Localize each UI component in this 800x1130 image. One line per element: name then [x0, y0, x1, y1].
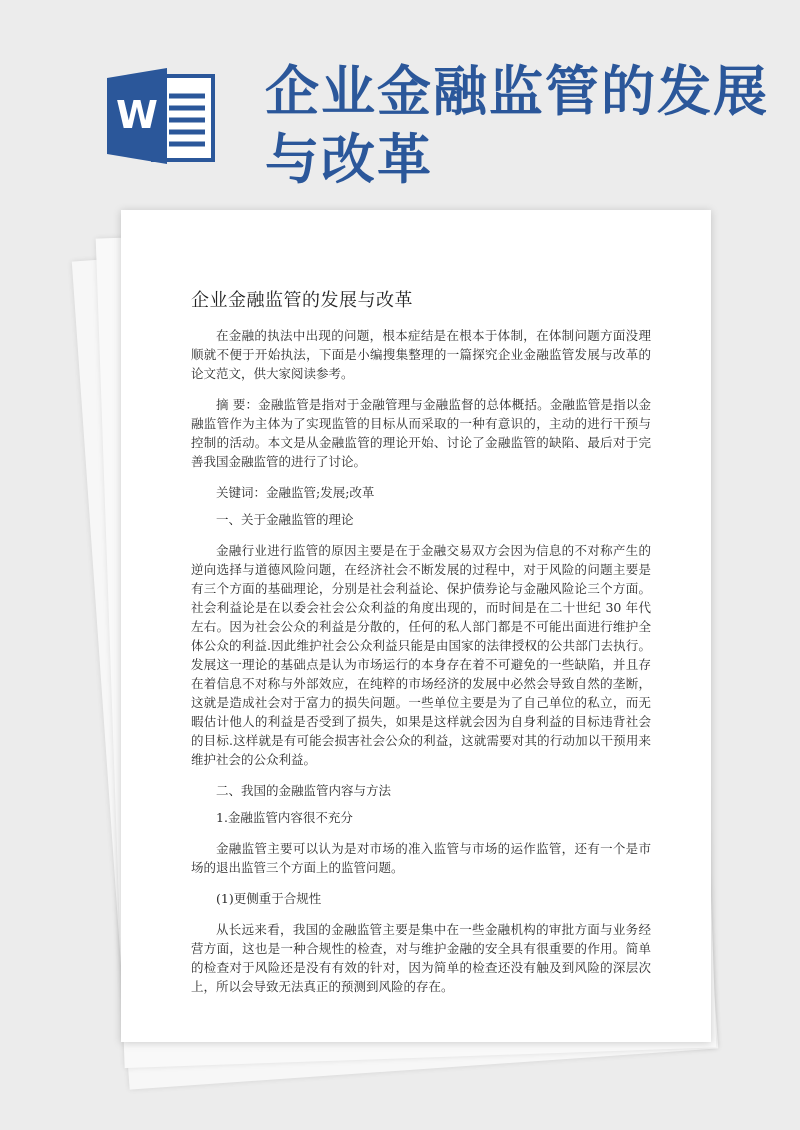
body-paragraph: 从长远来看，我国的金融监管主要是集中在一些金融机构的审批方面与业务经营方面，这也是一种合规性的检查，对与维护金融的安全具有很重要的作用。简单的检查对于风险还是没有有效的针对，因为简单的检查还没有触及到风险的深层次上，所以会导致无法真正的预测到风险的存在。: [191, 922, 651, 994]
section-heading: 一、关于金融监管的理论: [216, 512, 354, 527]
intro-paragraph: 在金融的执法中出现的问题，根本症结是在根本于体制，在体制问题方面没理顺就不便于开始执法，下面是小编搜集整理的一篇探究企业金融监管发展与改革的论文范文，供大家阅读参考。: [191, 328, 651, 381]
abstract-paragraph: 摘 要：金融监管是指对于金融管理与金融监督的总体概括。金融监管是指以金融监管作为主体为了实现监管的目标从而采取的一种有意识的，主动的进行干预与控制的活动。本文是从金融监管的理论开始、讨论了金融监管的缺陷、最后对于完善我国金融监管的进行了讨论。: [191, 397, 651, 469]
hero-title: 企业金融监管的发展与改革: [265, 60, 769, 191]
keywords-line: 关键词：金融监管;发展;改革: [216, 485, 375, 500]
word-logo-letter: W: [116, 93, 158, 137]
body-paragraph: 金融行业进行监管的原因主要是在于金融交易双方会因为信息的不对称产生的逆向选择与道德风险问题，在经济社会不断发展的过程中，对于风险的问题主要是有三个方面的基础理论，分别是社会利益论、保护债券论与金融风险论三个方面。社会利益论是在以委会社会公众利益的角度出现的，而时间是在二十世纪 30 年代左右。因为社会公众的利益是分散的，任何的私人部门都是不可能出面进行维护全体公众的利益.因此维护社会公众利益只能是由国家的法律授权的公共部门去执行。发展这一理论的基础点是认为市场运行的本身存在着不可避免的一些缺陷，并且存在着信息不对称与外部效应，在纯粹的市场经济的发展中必然会导致自然的垄断，这就是造成社会对于富力的损失问题。一些单位主要是为了自己单位的私立，而无暇估计他人的利益是否受到了损失，如果是这样就会因为自身利益的目标违背社会的目标.这样就是有可能会损害社会公众的利益，这就需要对其的行动加以干预用来维护社会的公众利益。: [191, 543, 651, 767]
document-title: 企业金融监管的发展与改革: [191, 290, 413, 311]
subsection-heading: (1)更侧重于合规性: [216, 891, 322, 906]
word-document-icon: [107, 68, 217, 164]
body-paragraph: 金融监管主要可以认为是对市场的准入监管与市场的运作监管，还有一个是市场的退出监管三个方面上的监管问题。: [191, 841, 651, 875]
section-heading: 二、我国的金融监管内容与方法: [216, 783, 392, 798]
document-body: [191, 326, 651, 1008]
document-page: [121, 210, 711, 1042]
subsection-heading: 1.金融监管内容很不充分: [216, 810, 353, 825]
